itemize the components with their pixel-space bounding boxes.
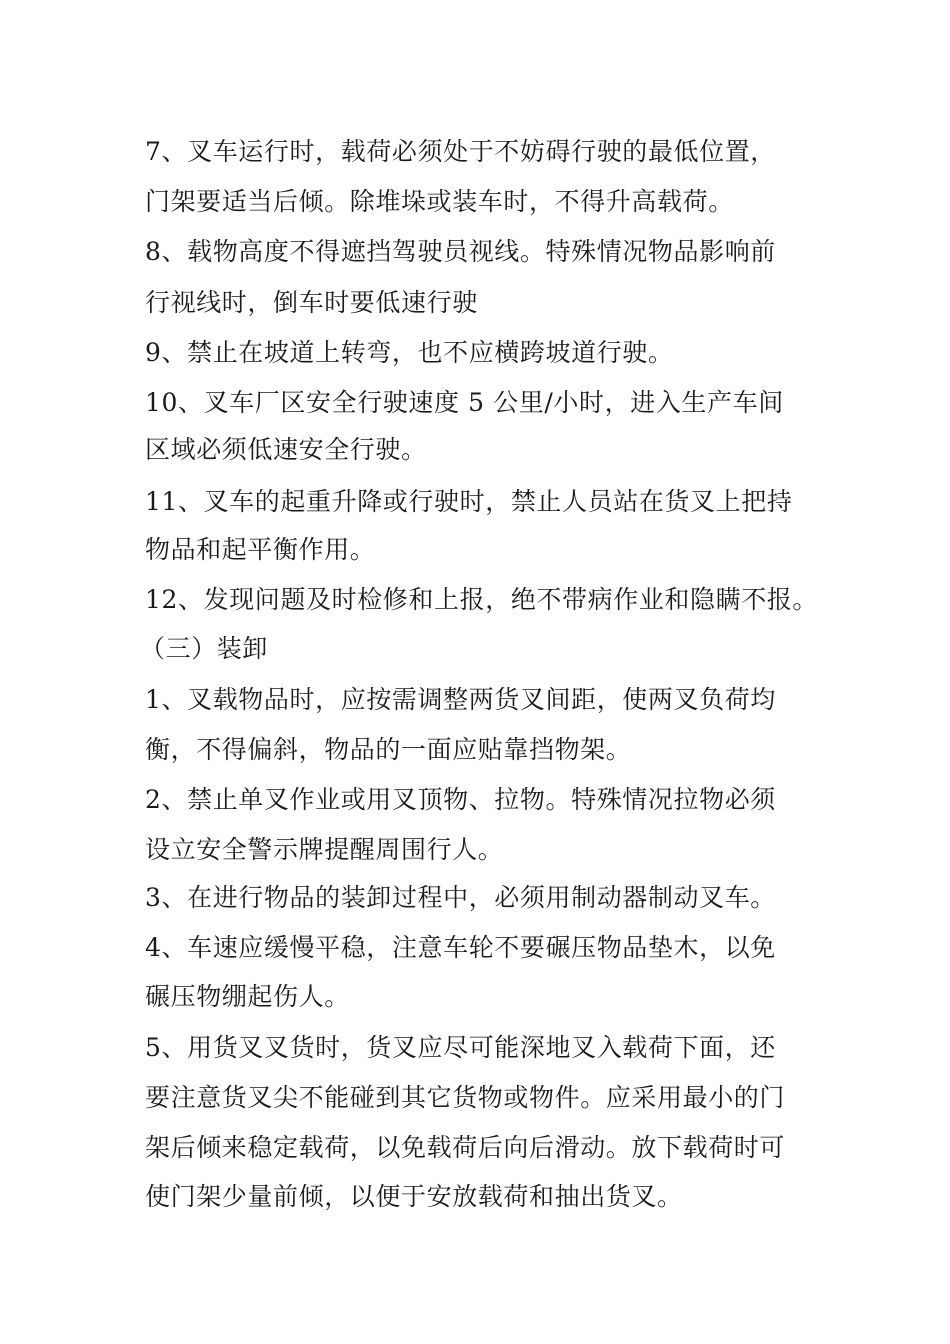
text-line: 11、叉车的起重升降或行驶时，禁止人员站在货叉上把持	[145, 487, 793, 516]
text-line: 衡，不得偏斜，物品的一面应贴靠挡物架。	[145, 735, 632, 764]
text-line: 12、发现问题及时检修和上报，绝不带病作业和隐瞒不报。	[145, 585, 819, 614]
text-line: 3、在进行物品的装卸过程中，必须用制动器制动叉车。	[145, 883, 776, 912]
text-line: 5、用货叉叉货时，货叉应尽可能深地叉入载荷下面，还	[145, 1033, 776, 1062]
text-line: 9、禁止在坡道上转弯，也不应横跨坡道行驶。	[145, 338, 674, 367]
text-line: 物品和起平衡作用。	[145, 535, 376, 564]
text-line: 要注意货叉尖不能碰到其它货物或物件。应采用最小的门	[145, 1083, 786, 1112]
text-line: 区域必须低速安全行驶。	[145, 435, 427, 464]
text-line: 10、叉车厂区安全行驶速度 5 公里/小时，进入生产车间	[145, 388, 784, 417]
text-line: 2、禁止单叉作业或用叉顶物、拉物。特殊情况拉物必须	[145, 785, 776, 814]
text-line: 碾压物绷起伤人。	[145, 982, 350, 1011]
text-line: 行视线时，倒车时要低速行驶	[145, 288, 478, 317]
text-line: 8、载物高度不得遮挡驾驶员视线。特殊情况物品影响前	[145, 237, 776, 266]
text-line: 设立安全警示牌提醒周围行人。	[145, 835, 504, 864]
text-line: 4、车速应缓慢平稳，注意车轮不要碾压物品垫木，以免	[145, 933, 776, 962]
text-line: 使门架少量前倾，以便于安放载荷和抽出货叉。	[145, 1182, 683, 1211]
text-line: 1、叉载物品时，应按需调整两货叉间距，使两叉负荷均	[145, 685, 776, 714]
text-line: 门架要适当后倾。除堆垛或装车时，不得升高载荷。	[145, 187, 734, 216]
text-line: 架后倾来稳定载荷，以免载荷后向后滑动。放下载荷时可	[145, 1133, 786, 1162]
section-heading: （三）装卸	[140, 634, 269, 663]
text-line: 7、叉车运行时，载荷必须处于不妨碍行驶的最低位置，	[145, 137, 776, 166]
